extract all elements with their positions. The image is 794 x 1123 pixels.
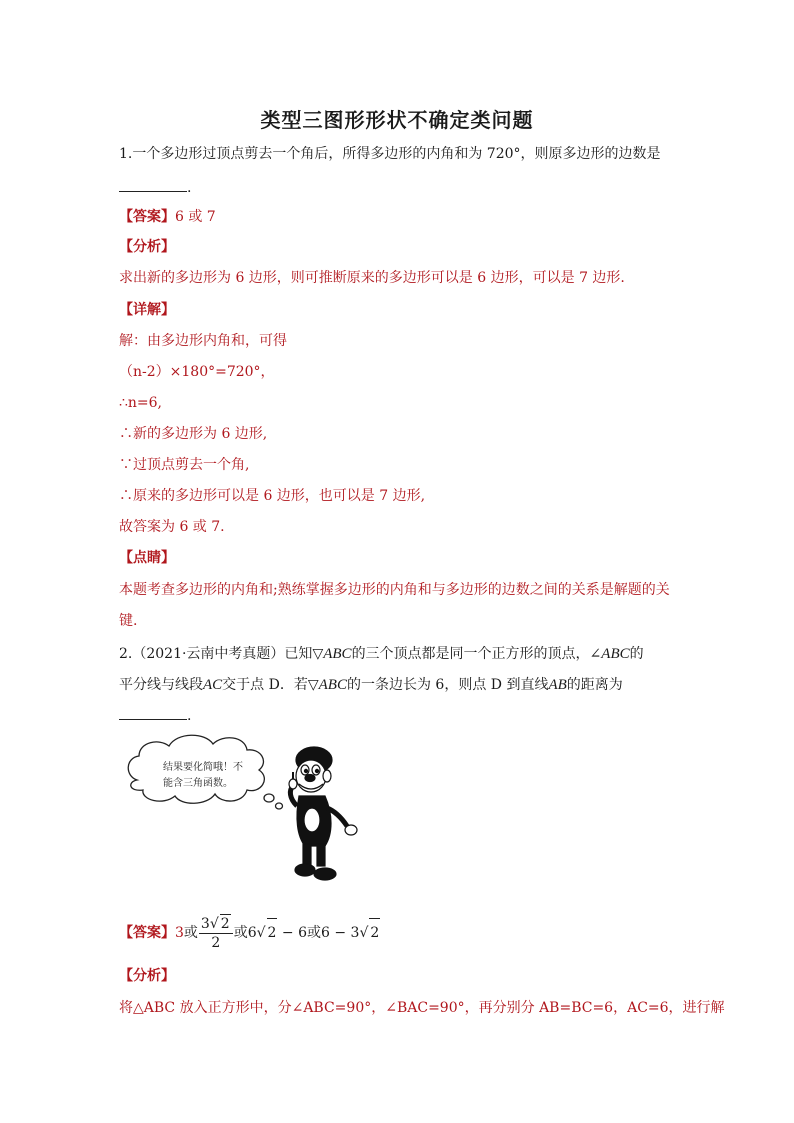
q1-step-7: 故答案为 6 或 7. xyxy=(119,519,225,535)
page-title: 类型三图形形状不确定类问题 xyxy=(260,108,534,132)
answer-value: 6 或 7 xyxy=(175,209,216,225)
q2-analysis-label: 【分析】 xyxy=(119,968,175,984)
q1-analysis: 求出新的多边形为 6 边形，则可推断原来的多边形可以是 6 边形，可以是 7 边形. xyxy=(119,270,625,286)
bubble-line-1: 结果要化简哦！不 xyxy=(163,762,243,773)
q2-line-1: 2.（2021·云南中考真题）已知▽ABC的三个顶点都是同一个正方形的顶点，∠ABC的 xyxy=(119,646,644,662)
q1-step-5: ∵过顶点剪去一个角, xyxy=(119,457,250,473)
bubble-line-2: 能含三角函数。 xyxy=(163,778,233,789)
q1-step-1: 解：由多边形内角和，可得 xyxy=(119,333,287,349)
q1-comment-2: 键. xyxy=(119,613,138,629)
answer-label: 【答案】 xyxy=(119,925,175,941)
q1-step-3: ∴n=6, xyxy=(119,395,163,411)
q2-answer: 【答案】3或 $\frac{3√ 2}{2}$ 或6√ 2 − 6或6 − 3√ 2 xyxy=(119,916,380,951)
fraction-3root2-over-2: $\frac{3√ 2}{2}$ xyxy=(199,914,233,952)
q1-detail-label: 【详解】 xyxy=(119,302,175,318)
q1-comment-1: 本题考查多边形的内角和;熟练掌握多边形的内角和与多边形的边数之间的关系是解题的关 xyxy=(119,582,670,598)
q1-stem: 1.一个多边形过顶点剪去一个角后，所得多边形的内角和为 720°，则原多边形的边数是 xyxy=(119,146,661,162)
answer-label: 【答案】 xyxy=(119,209,175,225)
q1-step-4: ∴新的多边形为 6 边形, xyxy=(119,426,268,442)
q2-line-2: 平分线与线段AC交于点 D．若▽ABC的一条边长为 6，则点 D 到直线AB的距离为 xyxy=(119,677,623,693)
q1-analysis-label: 【分析】 xyxy=(119,239,175,255)
q2-blank-line: . xyxy=(119,706,191,726)
q1-answer xyxy=(119,207,216,227)
answer-blank xyxy=(119,707,187,720)
q1-step-6: ∴原来的多边形可以是 6 边形，也可以是 7 边形, xyxy=(119,488,426,504)
answer-blank xyxy=(119,179,187,192)
q1-blank-line: . xyxy=(119,178,191,198)
q2-analysis: 将△ABC 放入正方形中，分∠ABC=90°，∠BAC=90°，再分别分 AB=BC=6，AC=6，进行解 xyxy=(119,1000,725,1016)
cartoon-character-icon xyxy=(289,747,357,880)
cartoon-hint-image xyxy=(119,728,369,888)
q1-comment-label: 【点睛】 xyxy=(119,550,175,566)
q1-step-2: （n-2）×180°=720°， xyxy=(119,364,275,380)
